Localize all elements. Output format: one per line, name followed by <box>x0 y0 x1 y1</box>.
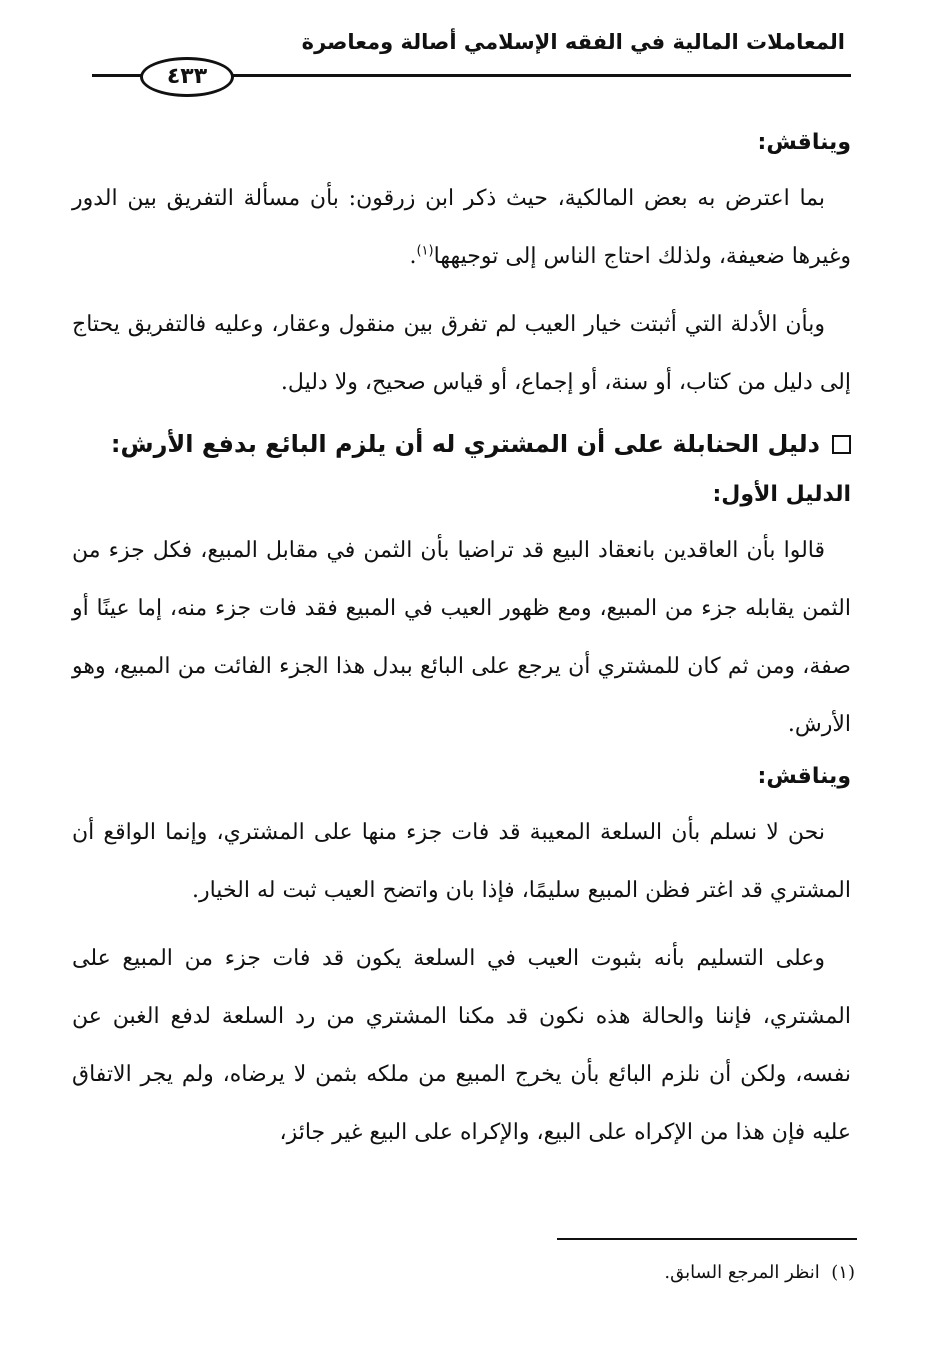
running-header-title: المعاملات المالية في الفقه الإسلامي أصالة ومعاصرة <box>301 30 845 54</box>
paragraph-ibn-zarqun <box>72 170 851 286</box>
paragraph-text: بما اعترض به بعض المالكية، حيث ذكر ابن زرقون: بأن مسألة التفريق بين الدور وغيرها ضعيفة، ولذلك احتاج الناس إلى توجيهها <box>72 186 851 269</box>
footnote-reference: (١) <box>416 243 434 259</box>
objection-heading: ويناقش: <box>757 130 851 155</box>
footnote-1 <box>664 1262 855 1283</box>
paragraph-evidence-distinction: وبأن الأدلة التي أثبتت خيار العيب لم تفرق بين منقول وعقار، وعليه فالتفريق يحتاج إلى دليل من كتاب، أو سنة، أو إجماع، أو قياس صحيح، ولا دليل. <box>72 312 851 395</box>
section-heading <box>72 416 851 472</box>
square-bullet-icon <box>832 435 851 454</box>
paragraph-not-conceded: نحن لا نسلم بأن السلعة المعيبة قد فات جزء منها على المشتري، وإنما الواقع أن المشتري قد اغتر فظن المبيع سليمًا، فإذا بان واتضح العيب ثبت له الخيار. <box>72 820 851 903</box>
first-evidence-heading: الدليل الأول: <box>712 482 851 507</box>
footnote-text: انظر المرجع السابق. <box>664 1262 820 1283</box>
paragraph-price-parts: قالوا بأن العاقدين بانعقاد البيع قد تراضيا بأن الثمن في مقابل المبيع، فكل جزء من الثمن يقابله جزء من المبيع، ومع ظهور العيب في المبيع فقد فات جزء منه، إما عينًا أو صفة، ومن ثم كان للمشتري أن يرجع على البائع ببدل هذا الجزء الفائت من المبيع، وهو الأرش. <box>72 538 851 737</box>
footnote-marker: (١) <box>831 1262 855 1283</box>
footnote-divider <box>557 1238 857 1240</box>
page-number-badge: ٤٣٣ <box>140 57 234 97</box>
section-heading-text: دليل الحنابلة على أن المشتري له أن يلزم البائع بدفع الأرش: <box>110 430 820 458</box>
objection-heading-2: ويناقش: <box>757 764 851 789</box>
paragraph-end: . <box>409 244 417 269</box>
main-content <box>72 120 851 1162</box>
paragraph-coercion: وعلى التسليم بأنه بثبوت العيب في السلعة يكون قد فات جزء من المبيع على المشتري، فإننا والحالة هذه نكون قد مكنا المشتري من رد السلعة لدفع الغبن عن نفسه، ولكن أن نلزم البائع بأن يخرج المبيع من ملكه بثمن لا يرضاه، ولم يجر الاتفاق عليه فإن هذا من الإكراه على البيع، والإكراه على البيع غير جائز، <box>72 946 851 1145</box>
